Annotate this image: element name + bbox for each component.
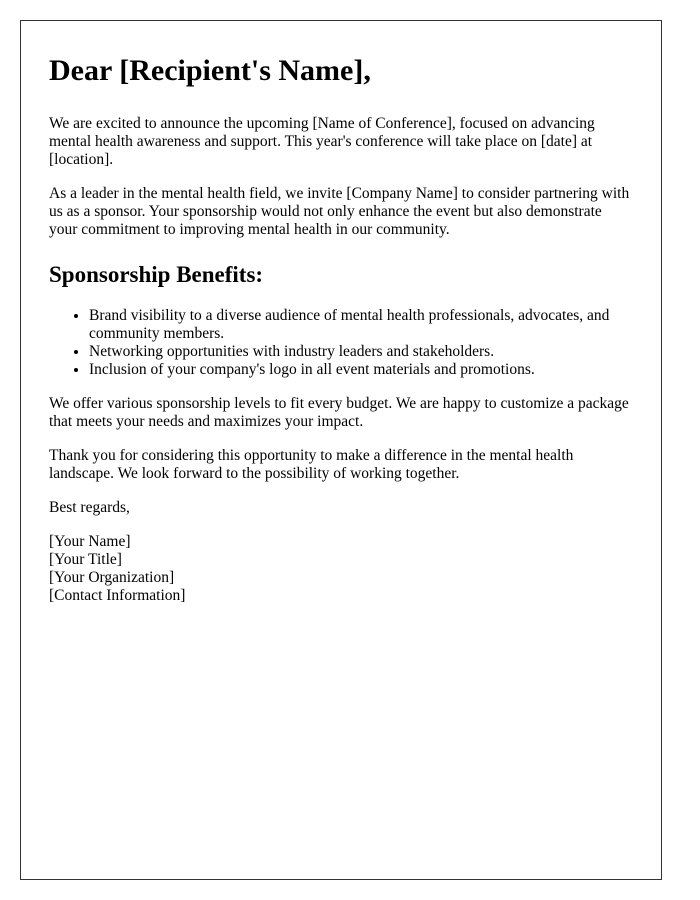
thank-you-paragraph: Thank you for considering this opportunity to make a difference in the mental health landscape. We look forward to the possibility of working together. (49, 447, 574, 482)
letter-page (20, 20, 662, 880)
benefits-heading: Sponsorship Benefits: (49, 262, 264, 287)
invitation-paragraph: As a leader in the mental health field, we invite [Company Name] to consider partnering with us as a sponsor. Your sponsorship would not only enhance the event but also demonstrate your commitment to improving mental health in our community. (49, 185, 630, 238)
greeting-heading: Dear [Recipient's Name], (49, 54, 371, 87)
signature-title: [Your Title] (49, 551, 122, 568)
benefit-item: • Brand visibility to a diverse audience of mental health professionals, advocates, and community members. (89, 307, 633, 343)
benefits-list (49, 307, 633, 379)
benefit-item: • Inclusion of your company's logo in all event materials and promotions. (89, 361, 633, 379)
signature-contact: [Contact Information] (49, 587, 186, 604)
sign-off: Best regards, (49, 499, 130, 516)
signature-block (49, 533, 633, 605)
sponsorship-levels-paragraph: We offer various sponsorship levels to fit every budget. We are happy to customize a package that meets your needs and maximizes your impact. (49, 395, 629, 430)
benefit-item: • Networking opportunities with industry leaders and stakeholders. (89, 343, 633, 361)
signature-name: [Your Name] (49, 533, 131, 550)
intro-paragraph: We are excited to announce the upcoming [Name of Conference], focused on advancing mental health awareness and support. This year's conference will take place on [date] at [location]. (49, 115, 595, 168)
signature-organization: [Your Organization] (49, 569, 175, 586)
